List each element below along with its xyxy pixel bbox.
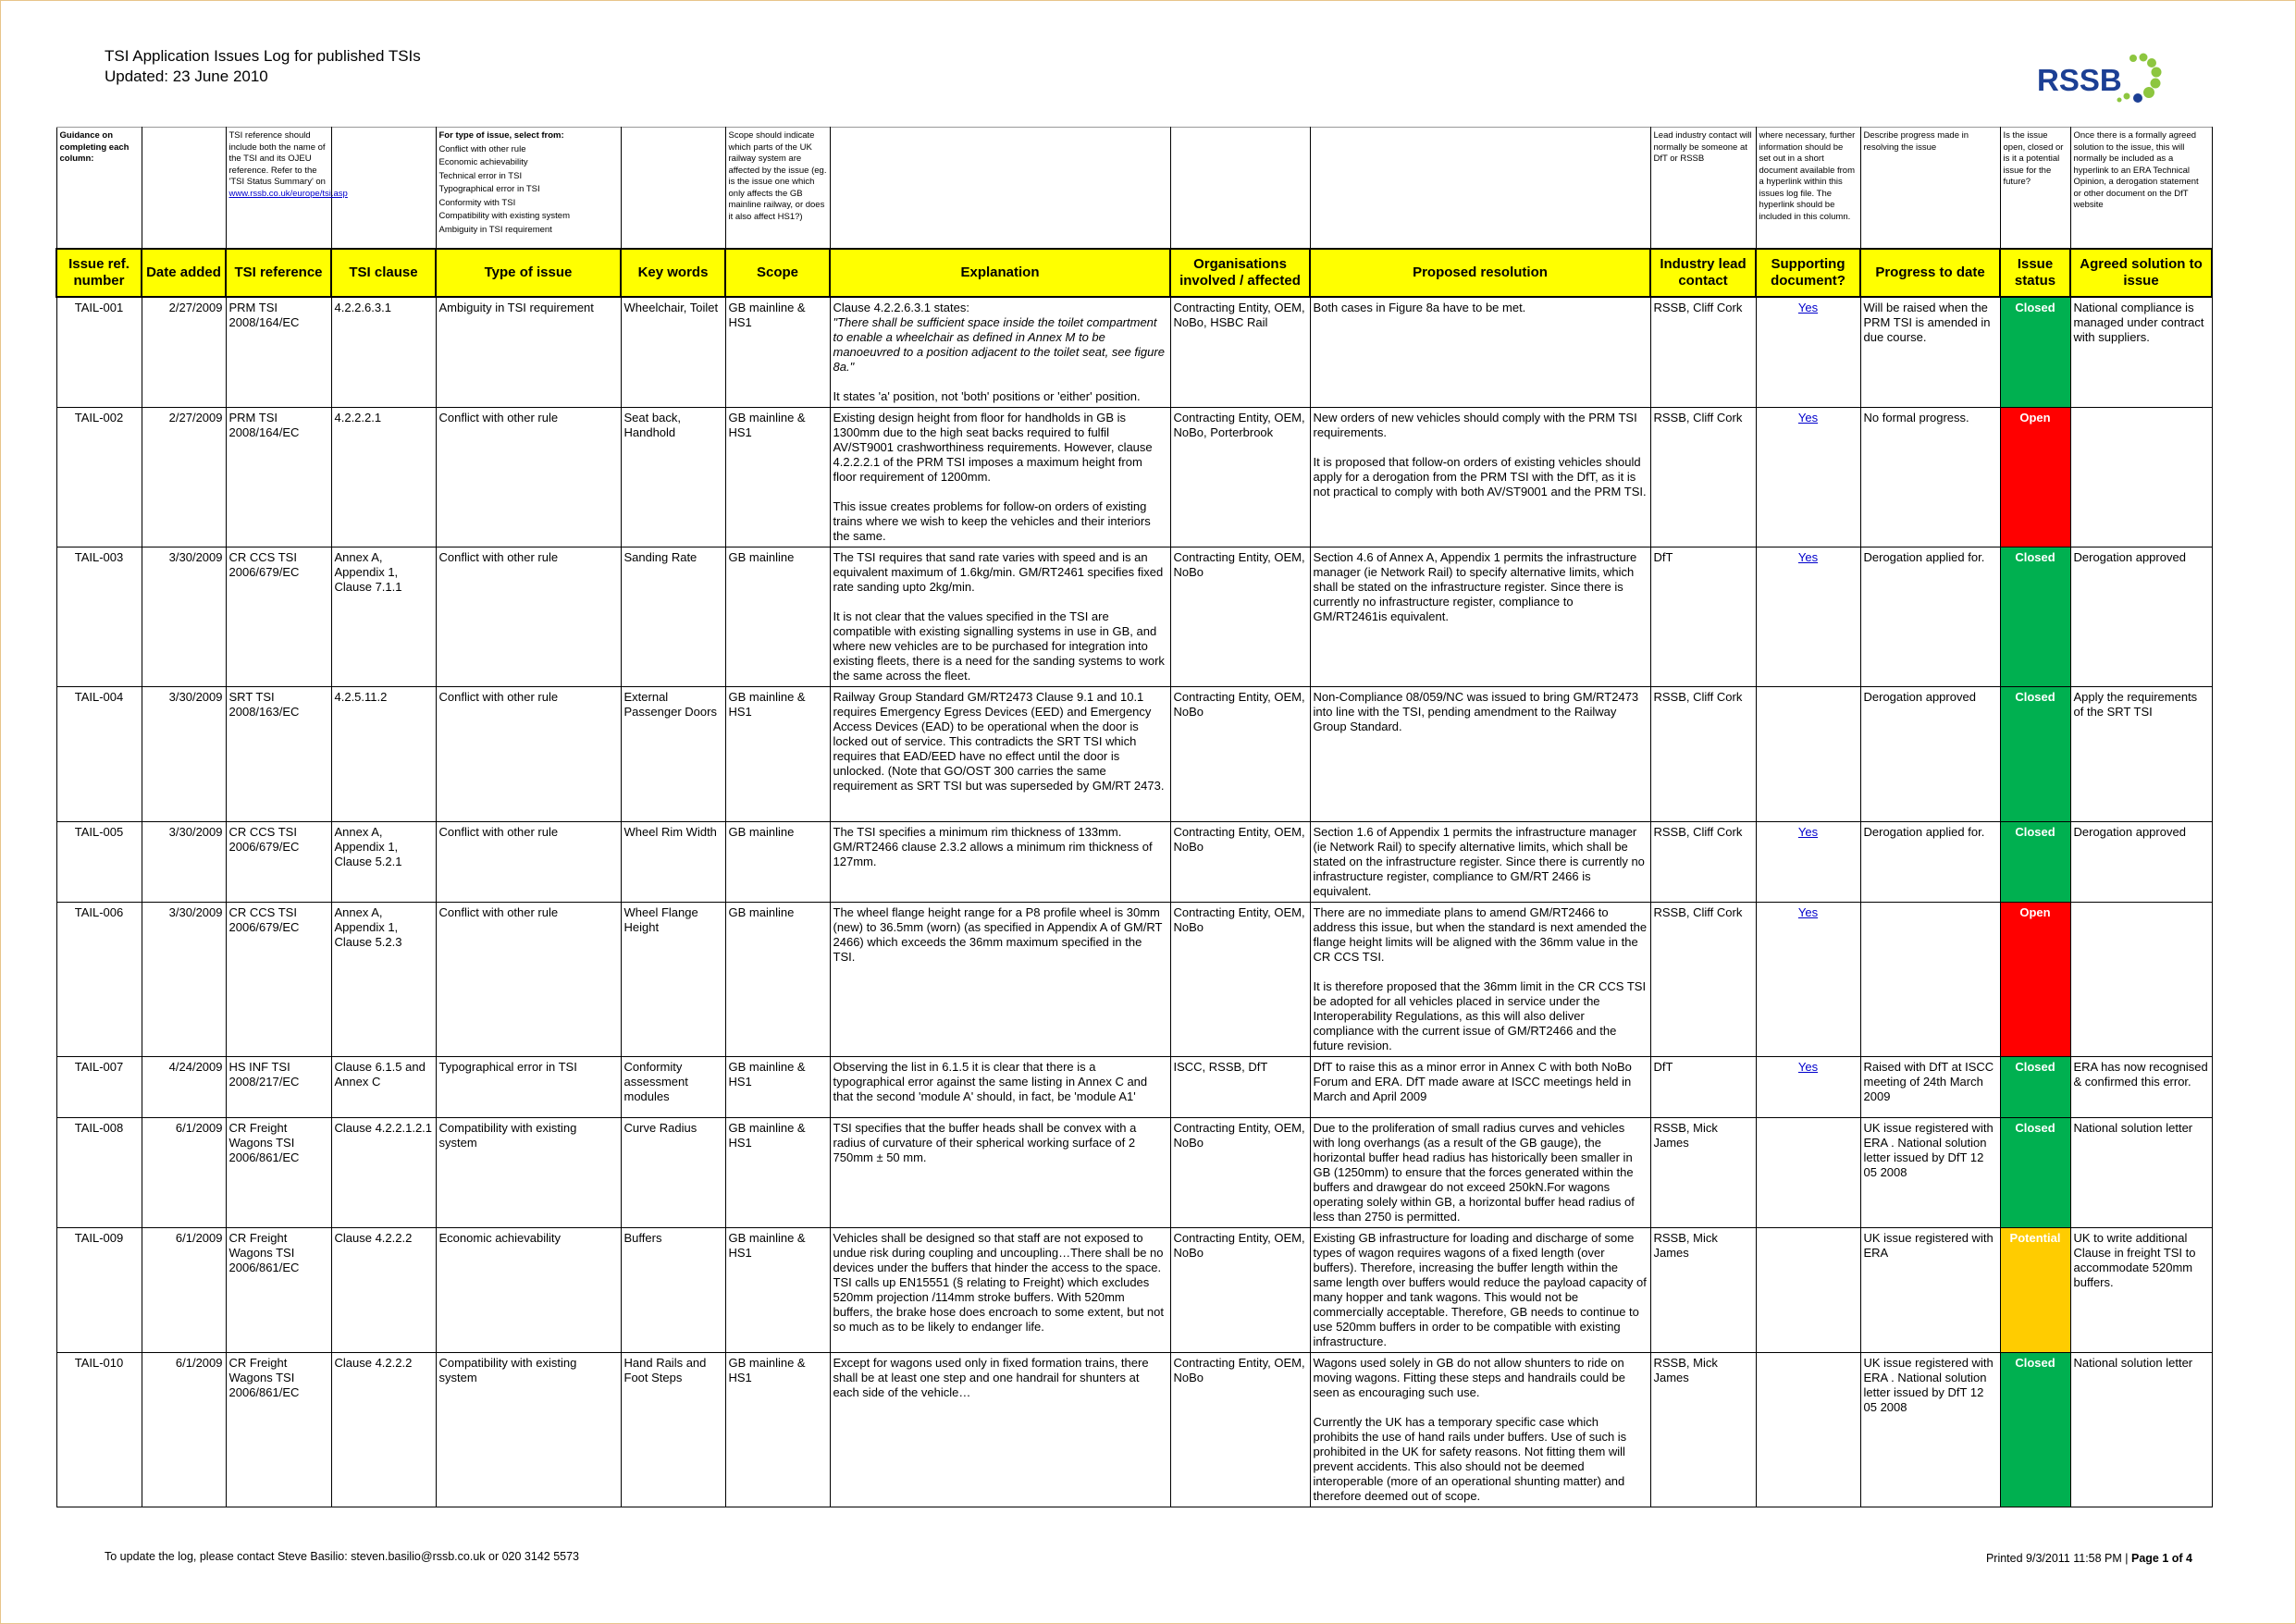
tsi-clause-cell: Clause 4.2.2.2 — [331, 1228, 436, 1353]
progress-cell: No formal progress. — [1860, 408, 2000, 547]
table-row — [56, 822, 2212, 903]
industry-lead-cell: DfT — [1650, 1057, 1756, 1118]
table-row — [56, 1057, 2212, 1118]
explanation-paragraph: Clause 4.2.2.6.3.1 states: — [833, 301, 969, 314]
explanation-paragraph: Railway Group Standard GM/RT2473 Clause 9.1 and 10.1 requires Emergency Egress Devices (EED) and Emergency Access Devices (EAD) to be operational when the door is locked out of service. This contradicts the SRT TSI which requires that EAD/EED have no effect until the door is unlocked. (Note that GO/OST 300 carries the same requirement as SRT TSI but was superseded by GM/RT 2473. — [833, 690, 1165, 793]
proposed-resolution-cell — [1310, 1118, 1650, 1228]
explanation-paragraph: "There shall be sufficient space inside the toilet compartment to enable a wheelchair as defined in Annex M to be manoeuvred to a position adjacent to the toilet seat, see figure 8a." — [833, 315, 1165, 374]
date-added-cell: 3/30/2009 — [142, 687, 226, 822]
issue-ref-cell: TAIL-003 — [56, 547, 142, 687]
date-added-cell: 2/27/2009 — [142, 297, 226, 408]
proposed-paragraph: New orders of new vehicles should comply with the PRM TSI requirements. — [1313, 411, 1637, 439]
document-title: TSI Application Issues Log for published TSIs — [105, 47, 421, 65]
organisations-cell: Contracting Entity, OEM, NoBo, Porterbrook — [1170, 408, 1310, 547]
tsi-clause-cell: Clause 4.2.2.2 — [331, 1353, 436, 1507]
proposed-paragraph: It is therefore proposed that the 36mm limit in the CR CCS TSI be adopted for all vehicles placed in service under the Interoperability Regulations, as this will also deliver compliance with the current issue of GM/RT2466 and the future revision. — [1313, 979, 1647, 1052]
explanation-paragraph: It is not clear that the values specified in the TSI are compatible with existing signalling systems in use in GB, and where new vehicles are to be purchased for integration into existing fleets, there is a need for the sanding systems to work the same across the fleet. — [833, 609, 1165, 683]
scope-cell: GB mainline — [725, 822, 830, 903]
explanation-paragraph: Observing the list in 6.1.5 it is clear that there is a typographical error against the same listing in Annex C and that the second 'module A' should, in fact, be 'module A1' — [833, 1060, 1148, 1103]
guidance-type-heading: For type of issue, select from: — [438, 130, 564, 141]
tsi-clause-cell: Clause 4.2.2.1.2.1 — [331, 1118, 436, 1228]
date-added-cell: 3/30/2009 — [142, 822, 226, 903]
type-of-issue-cell: Conflict with other rule — [436, 822, 621, 903]
agreed-solution-cell: Apply the requirements of the SRT TSI — [2070, 687, 2212, 822]
tsi-clause-cell: Annex A, Appendix 1, Clause 5.2.3 — [331, 903, 436, 1057]
guidance-progress: Describe progress made in resolving the issue — [1860, 128, 2000, 250]
supporting-document-cell — [1756, 1118, 1860, 1228]
table-row — [56, 1118, 2212, 1228]
explanation-cell — [830, 1353, 1170, 1507]
type-of-issue-cell: Conflict with other rule — [436, 687, 621, 822]
header-issue-ref: Issue ref. number — [56, 249, 142, 297]
proposed-resolution-cell — [1310, 1228, 1650, 1353]
proposed-resolution-cell — [1310, 1353, 1650, 1507]
tsi-clause-cell: 4.2.5.11.2 — [331, 687, 436, 822]
guidance-type-option: Compatibility with existing system — [438, 211, 570, 221]
explanation-cell — [830, 297, 1170, 408]
proposed-resolution-cell — [1310, 822, 1650, 903]
tsi-clause-cell: Clause 6.1.5 and Annex C — [331, 1057, 436, 1118]
guidance-tsi-reference-text: TSI reference should include both the name of the TSI and its OJEU reference. Refer to the 'TSI Status Summary' on — [228, 130, 326, 187]
date-added-cell: 3/30/2009 — [142, 547, 226, 687]
table-row — [56, 297, 2212, 408]
agreed-solution-cell: ERA has now recognised & confirmed this error. — [2070, 1057, 2212, 1118]
tsi-reference-cell: PRM TSI 2008/164/EC — [226, 297, 331, 408]
supporting-document-cell — [1756, 822, 1860, 903]
explanation-cell — [830, 1118, 1170, 1228]
industry-lead-cell: RSSB, Cliff Cork — [1650, 822, 1756, 903]
agreed-solution-cell — [2070, 903, 2212, 1057]
type-of-issue-cell: Compatibility with existing system — [436, 1118, 621, 1228]
guidance-industry-lead: Lead industry contact will normally be someone at DfT or RSSB — [1650, 128, 1756, 250]
issue-ref-cell: TAIL-005 — [56, 822, 142, 903]
status-badge: Closed — [2000, 1353, 2070, 1507]
supporting-document-cell — [1756, 1353, 1860, 1507]
progress-cell: Derogation approved — [1860, 687, 2000, 822]
header-date-added: Date added — [142, 249, 226, 297]
supporting-document-cell — [1756, 1228, 1860, 1353]
issue-rows — [56, 297, 2212, 1507]
header-type-of-issue: Type of issue — [436, 249, 621, 297]
header-issue-status: Issue status — [2000, 249, 2070, 297]
issues-log-table — [56, 127, 2213, 1507]
explanation-cell — [830, 408, 1170, 547]
title-block — [105, 46, 421, 87]
agreed-solution-cell: Derogation approved — [2070, 822, 2212, 903]
issue-ref-cell: TAIL-002 — [56, 408, 142, 547]
header-supporting-document: Supporting document? — [1756, 249, 1860, 297]
explanation-paragraph: The TSI requires that sand rate varies with speed and is an equivalent maximum of 1.6kg/min. GM/RT2461 specifies fixed rate sanding upto 2kg/min. — [833, 550, 1164, 594]
explanation-paragraph: The wheel flange height range for a P8 profile wheel is 30mm (new) to 36.5mm (worn) (as specified in Appendix A of GM/RT 2466) which exceeds the 36mm maximum specified in the TSI. — [833, 905, 1163, 964]
organisations-cell: Contracting Entity, OEM, NoBo — [1170, 903, 1310, 1057]
status-badge: Open — [2000, 408, 2070, 547]
tsi-reference-cell: SRT TSI 2008/163/EC — [226, 687, 331, 822]
agreed-solution-cell: Derogation approved — [2070, 547, 2212, 687]
date-added-cell: 2/27/2009 — [142, 408, 226, 547]
proposed-paragraph: Existing GB infrastructure for loading and discharge of some types of wagon requires wagons of a fixed length (over buffers). Therefore, increasing the buffer length within the same length over buffers would reduce the payload capacity of many hopper and tank wagons. This would not be commercially acceptable. Therefore, GB needs to continue to use 520mm buffers in order to be compatible with existing infrastructure. — [1313, 1231, 1647, 1348]
issue-ref-cell: TAIL-007 — [56, 1057, 142, 1118]
proposed-paragraph: It is proposed that follow-on orders of existing vehicles should apply for a derogation from the PRM TSI with the DfT, as it is not practical to comply with both AV/ST9001 and the PRM TSI. — [1313, 455, 1647, 498]
issue-ref-cell: TAIL-006 — [56, 903, 142, 1057]
issue-ref-cell: TAIL-010 — [56, 1353, 142, 1507]
status-badge: Open — [2000, 903, 2070, 1057]
organisations-cell: Contracting Entity, OEM, NoBo — [1170, 1228, 1310, 1353]
date-added-cell: 3/30/2009 — [142, 903, 226, 1057]
industry-lead-cell: RSSB, Cliff Cork — [1650, 408, 1756, 547]
tsi-reference-cell: CR Freight Wagons TSI 2006/861/EC — [226, 1118, 331, 1228]
key-words-cell: Curve Radius — [621, 1118, 725, 1228]
supporting-document-cell — [1756, 903, 1860, 1057]
tsi-reference-cell: CR CCS TSI 2006/679/EC — [226, 547, 331, 687]
logo-text: RSSB — [2037, 63, 2122, 97]
guidance-tsi-status-link[interactable]: www.rssb.co.uk/europe/tsi.asp — [228, 188, 348, 199]
key-words-cell: Wheel Rim Width — [621, 822, 725, 903]
guidance-empty — [830, 128, 1170, 250]
organisations-cell: Contracting Entity, OEM, NoBo — [1170, 1118, 1310, 1228]
status-badge: Closed — [2000, 687, 2070, 822]
guidance-row — [56, 128, 2212, 250]
industry-lead-cell: RSSB, Cliff Cork — [1650, 903, 1756, 1057]
explanation-cell — [830, 547, 1170, 687]
date-added-cell: 4/24/2009 — [142, 1057, 226, 1118]
key-words-cell: Hand Rails and Foot Steps — [621, 1353, 725, 1507]
guidance-empty — [621, 128, 725, 250]
status-badge: Closed — [2000, 822, 2070, 903]
type-of-issue-cell: Conflict with other rule — [436, 547, 621, 687]
issue-ref-cell: TAIL-004 — [56, 687, 142, 822]
supporting-document-cell — [1756, 297, 1860, 408]
date-added-cell: 6/1/2009 — [142, 1118, 226, 1228]
logo-dots-icon — [2117, 54, 2162, 104]
footer-contact: To update the log, please contact Steve Basilio: steven.basilio@rssb.co.uk or 020 3142 5573 — [105, 1550, 580, 1563]
supporting-document-cell — [1756, 687, 1860, 822]
issue-ref-cell: TAIL-001 — [56, 297, 142, 408]
tsi-clause-cell: 4.2.2.6.3.1 — [331, 297, 436, 408]
progress-cell: Derogation applied for. — [1860, 822, 2000, 903]
proposed-paragraph: Section 4.6 of Annex A, Appendix 1 permits the infrastructure manager (ie Network Rail) to specify alternative limits, which shall be stated on the infrastructure register. Since there is currently no infrastructure register, compliance to GM/RT2461is equivalent. — [1313, 550, 1637, 623]
progress-cell — [1860, 903, 2000, 1057]
tsi-reference-cell: PRM TSI 2008/164/EC — [226, 408, 331, 547]
explanation-paragraph: It states 'a' position, not 'both' positions or 'either' position. — [833, 389, 1141, 403]
key-words-cell: Wheelchair, Toilet — [621, 297, 725, 408]
scope-cell: GB mainline & HS1 — [725, 687, 830, 822]
guidance-status: Is the issue open, closed or is it a potential issue for the future? — [2000, 128, 2070, 250]
proposed-resolution-cell — [1310, 687, 1650, 822]
guidance-supporting-doc: where necessary, further information should be set out in a short document available from a hyperlink within this issues log file. The hyperlink should be included in this column. — [1756, 128, 1860, 250]
footer-page-number: Page 1 of 4 — [2131, 1552, 2192, 1565]
industry-lead-cell: RSSB, Mick James — [1650, 1228, 1756, 1353]
explanation-cell — [830, 903, 1170, 1057]
industry-lead-cell: RSSB, Mick James — [1650, 1353, 1756, 1507]
explanation-cell — [830, 1057, 1170, 1118]
type-of-issue-cell: Conflict with other rule — [436, 903, 621, 1057]
industry-lead-cell: RSSB, Mick James — [1650, 1118, 1756, 1228]
organisations-cell: ISCC, RSSB, DfT — [1170, 1057, 1310, 1118]
table-row — [56, 1228, 2212, 1353]
guidance-type-option: Economic achievability — [438, 157, 528, 167]
explanation-cell — [830, 687, 1170, 822]
scope-cell: GB mainline & HS1 — [725, 1228, 830, 1353]
tsi-clause-cell: Annex A, Appendix 1, Clause 5.2.1 — [331, 822, 436, 903]
guidance-lead: Guidance on completing each column: — [56, 128, 142, 250]
proposed-resolution-cell — [1310, 547, 1650, 687]
proposed-paragraph: Non-Compliance 08/059/NC was issued to bring GM/RT2473 into line with the TSI, pending amendment to the Railway Group Standard. — [1313, 690, 1639, 733]
tsi-reference-cell: CR Freight Wagons TSI 2006/861/EC — [226, 1353, 331, 1507]
guidance-type-option: Conflict with other rule — [438, 143, 526, 154]
status-badge: Closed — [2000, 547, 2070, 687]
agreed-solution-cell: National compliance is managed under contract with suppliers. — [2070, 297, 2212, 408]
header-proposed-resolution: Proposed resolution — [1310, 249, 1650, 297]
status-badge: Closed — [2000, 297, 2070, 408]
progress-cell: Derogation applied for. — [1860, 547, 2000, 687]
key-words-cell: Wheel Flange Height — [621, 903, 725, 1057]
type-of-issue-cell: Economic achievability — [436, 1228, 621, 1353]
table-row — [56, 1353, 2212, 1507]
guidance-type-option: Typographical error in TSI — [438, 184, 540, 194]
guidance-type-option: Ambiguity in TSI requirement — [438, 224, 552, 235]
guidance-empty — [1310, 128, 1650, 250]
explanation-paragraph: TSI specifies that the buffer heads shall be convex with a radius of curvature of their spherical working surface of 2 750mm ± 50 mm. — [833, 1121, 1137, 1164]
type-of-issue-cell: Compatibility with existing system — [436, 1353, 621, 1507]
proposed-paragraph: Both cases in Figure 8a have to be met. — [1313, 301, 1526, 314]
industry-lead-cell: RSSB, Cliff Cork — [1650, 297, 1756, 408]
scope-cell: GB mainline & HS1 — [725, 1057, 830, 1118]
table-row — [56, 408, 2212, 547]
explanation-paragraph: Existing design height from floor for handholds in GB is 1300mm due to the high seat backs required to fulfil AV/ST9001 crashworthiness requirements. However, clause 4.2.2.2.1 of the PRM TSI imposes a maximum height from floor requirement of 1200mm. — [833, 411, 1153, 484]
proposed-paragraph: DfT to raise this as a minor error in Annex C with both NoBo Forum and ERA. DfT made aware at ISCC meetings held in March and April 2009 — [1313, 1060, 1632, 1103]
header-key-words: Key words — [621, 249, 725, 297]
footer-printed-date: Printed 9/3/2011 11:58 PM | — [1985, 1552, 2131, 1565]
tsi-reference-cell: CR CCS TSI 2006/679/EC — [226, 903, 331, 1057]
supporting-document-link[interactable]: Yes — [1797, 301, 1819, 314]
supporting-document-link[interactable]: Yes — [1797, 905, 1819, 919]
scope-cell: GB mainline & HS1 — [725, 1353, 830, 1507]
guidance-agreed: Once there is a formally agreed solution to the issue, this will normally be included as a hyperlink to an ERA Technical Opinion, a derogation statement or other document on the DfT website — [2070, 128, 2212, 250]
scope-cell: GB mainline — [725, 547, 830, 687]
type-of-issue-cell: Conflict with other rule — [436, 408, 621, 547]
header-scope: Scope — [725, 249, 830, 297]
supporting-document-cell — [1756, 1057, 1860, 1118]
status-badge: Closed — [2000, 1057, 2070, 1118]
scope-cell: GB mainline — [725, 903, 830, 1057]
guidance-tsi-reference — [226, 128, 348, 250]
proposed-resolution-cell — [1310, 297, 1650, 408]
header-tsi-clause: TSI clause — [331, 249, 436, 297]
issue-ref-cell: TAIL-009 — [56, 1228, 142, 1353]
supporting-document-link[interactable]: Yes — [1797, 550, 1819, 564]
key-words-cell: Seat back, Handhold — [621, 408, 725, 547]
key-words-cell: Buffers — [621, 1228, 725, 1353]
type-of-issue-cell: Ambiguity in TSI requirement — [436, 297, 621, 408]
tsi-clause-cell: 4.2.2.2.1 — [331, 408, 436, 547]
footer-printed — [1986, 1552, 2192, 1565]
date-added-cell: 6/1/2009 — [142, 1228, 226, 1353]
organisations-cell: Contracting Entity, OEM, NoBo — [1170, 687, 1310, 822]
proposed-paragraph: Due to the proliferation of small radius curves and vehicles with long overhangs (as a result of the GB gauge), the horizontal buffer head radius has historically been smaller in GB (1250mm) to ensure that the forces generated within the buffers and drawgear do not exceed 250kN.For wagons operating solely within GB, a horizontal buffer head radius of less than 2750 is permitted. — [1313, 1121, 1635, 1224]
supporting-document-cell — [1756, 547, 1860, 687]
agreed-solution-cell: National solution letter — [2070, 1353, 2212, 1507]
progress-cell: Will be raised when the PRM TSI is amended in due course. — [1860, 297, 2000, 408]
explanation-paragraph: Except for wagons used only in fixed formation trains, there shall be at least one step and one handrail for shunters at each side of the vehicle… — [833, 1356, 1149, 1399]
proposed-resolution-cell — [1310, 903, 1650, 1057]
guidance-type-option: Technical error in TSI — [438, 170, 523, 181]
supporting-document-cell — [1756, 408, 1860, 547]
scope-cell: GB mainline & HS1 — [725, 297, 830, 408]
table-row — [56, 547, 2212, 687]
explanation-cell — [830, 822, 1170, 903]
proposed-resolution-cell — [1310, 408, 1650, 547]
progress-cell: UK issue registered with ERA — [1860, 1228, 2000, 1353]
agreed-solution-cell: National solution letter — [2070, 1118, 2212, 1228]
tsi-clause-cell: Annex A, Appendix 1, Clause 7.1.1 — [331, 547, 436, 687]
organisations-cell: Contracting Entity, OEM, NoBo — [1170, 1353, 1310, 1507]
tsi-reference-cell: CR Freight Wagons TSI 2006/861/EC — [226, 1228, 331, 1353]
progress-cell: Raised with DfT at ISCC meeting of 24th March 2009 — [1860, 1057, 2000, 1118]
supporting-document-link[interactable]: Yes — [1797, 411, 1819, 424]
guidance-type-of-issue — [436, 128, 621, 250]
supporting-document-link[interactable]: Yes — [1797, 825, 1819, 839]
progress-cell: UK issue registered with ERA . National solution letter issued by DfT 12 05 2008 — [1860, 1118, 2000, 1228]
supporting-document-link[interactable]: Yes — [1797, 1060, 1819, 1074]
guidance-type-option: Conformity with TSI — [438, 197, 516, 208]
industry-lead-cell: DfT — [1650, 547, 1756, 687]
organisations-cell: Contracting Entity, OEM, NoBo, HSBC Rail — [1170, 297, 1310, 408]
header-row — [56, 249, 2212, 297]
table-row — [56, 903, 2212, 1057]
header-tsi-reference: TSI reference — [226, 249, 331, 297]
progress-cell: UK issue registered with ERA . National solution letter issued by DfT 12 05 2008 — [1860, 1353, 2000, 1507]
guidance-scope: Scope should indicate which parts of the UK railway system are affected by the issue (eg. is the issue one which only affects the GB mainline railway, or does it also affect HS1?) — [725, 128, 830, 250]
proposed-resolution-cell — [1310, 1057, 1650, 1118]
type-of-issue-cell: Typographical error in TSI — [436, 1057, 621, 1118]
tsi-reference-cell: HS INF TSI 2008/217/EC — [226, 1057, 331, 1118]
key-words-cell: Sanding Rate — [621, 547, 725, 687]
key-words-cell: Conformity assessment modules — [621, 1057, 725, 1118]
header-explanation: Explanation — [830, 249, 1170, 297]
organisations-cell: Contracting Entity, OEM, NoBo — [1170, 547, 1310, 687]
explanation-cell — [830, 1228, 1170, 1353]
scope-cell: GB mainline & HS1 — [725, 408, 830, 547]
key-words-cell: External Passenger Doors — [621, 687, 725, 822]
header-progress: Progress to date — [1860, 249, 2000, 297]
header-industry-lead: Industry lead contact — [1650, 249, 1756, 297]
status-badge: Closed — [2000, 1118, 2070, 1228]
organisations-cell: Contracting Entity, OEM, NoBo — [1170, 822, 1310, 903]
explanation-paragraph: Vehicles shall be designed so that staff are not exposed to undue risk during coupling and uncoupling…There shall be no devices under the buffers that hinder the access to the space. TSI calls up EN15551 (§ relating to Freight) which excludes 520mm projection /114mm stroke buffers. With 520mm buffers, the brake hose does encroach to some extent, but not so much as to be likely to endanger life. — [833, 1231, 1164, 1334]
proposed-paragraph: Wagons used solely in GB do not allow shunters to ride on moving wagons. Fitting these steps and handrails could be seen as encouraging such use. — [1313, 1356, 1625, 1399]
rssb-logo — [2035, 51, 2169, 116]
document-updated: Updated: 23 June 2010 — [105, 68, 268, 85]
issue-ref-cell: TAIL-008 — [56, 1118, 142, 1228]
scope-cell: GB mainline & HS1 — [725, 1118, 830, 1228]
proposed-paragraph: There are no immediate plans to amend GM/RT2466 to address this issue, but when the standard is next amended the flange height limits will be aligned with the 36mm value in the CR CCS TSI. — [1313, 905, 1648, 964]
agreed-solution-cell — [2070, 408, 2212, 547]
explanation-paragraph: This issue creates problems for follow-on orders of existing trains where we wish to keep the vehicles and their interiors the same. — [833, 499, 1151, 543]
header-organisations: Organisations involved / affected — [1170, 249, 1310, 297]
date-added-cell: 6/1/2009 — [142, 1353, 226, 1507]
explanation-paragraph: The TSI specifies a minimum rim thickness of 133mm. GM/RT2466 clause 2.3.2 allows a minimum rim thickness of 127mm. — [833, 825, 1153, 868]
header-agreed-solution: Agreed solution to issue — [2070, 249, 2212, 297]
proposed-paragraph: Currently the UK has a temporary specific case which prohibits the use of hand rails under buffers. Use of such is prohibited in the UK for safety reasons. Not fitting them will prevent accidents. This also should not be deemed interoperable (more of an operational shunting matter) and therefore deemed out of scope. — [1313, 1415, 1627, 1503]
industry-lead-cell: RSSB, Cliff Cork — [1650, 687, 1756, 822]
table-row — [56, 687, 2212, 822]
guidance-empty — [1170, 128, 1310, 250]
status-badge: Potential — [2000, 1228, 2070, 1353]
proposed-paragraph: Section 1.6 of Appendix 1 permits the infrastructure manager (ie Network Rail) to specify alternative limits, which shall be stated on the infrastructure register. Since there is currently no infrastructure register, compliance to GM/RT 2466 is equivalent. — [1313, 825, 1645, 898]
tsi-reference-cell: CR CCS TSI 2006/679/EC — [226, 822, 331, 903]
agreed-solution-cell: UK to write additional Clause in freight TSI to accommodate 520mm buffers. — [2070, 1228, 2212, 1353]
guidance-empty — [142, 128, 226, 250]
